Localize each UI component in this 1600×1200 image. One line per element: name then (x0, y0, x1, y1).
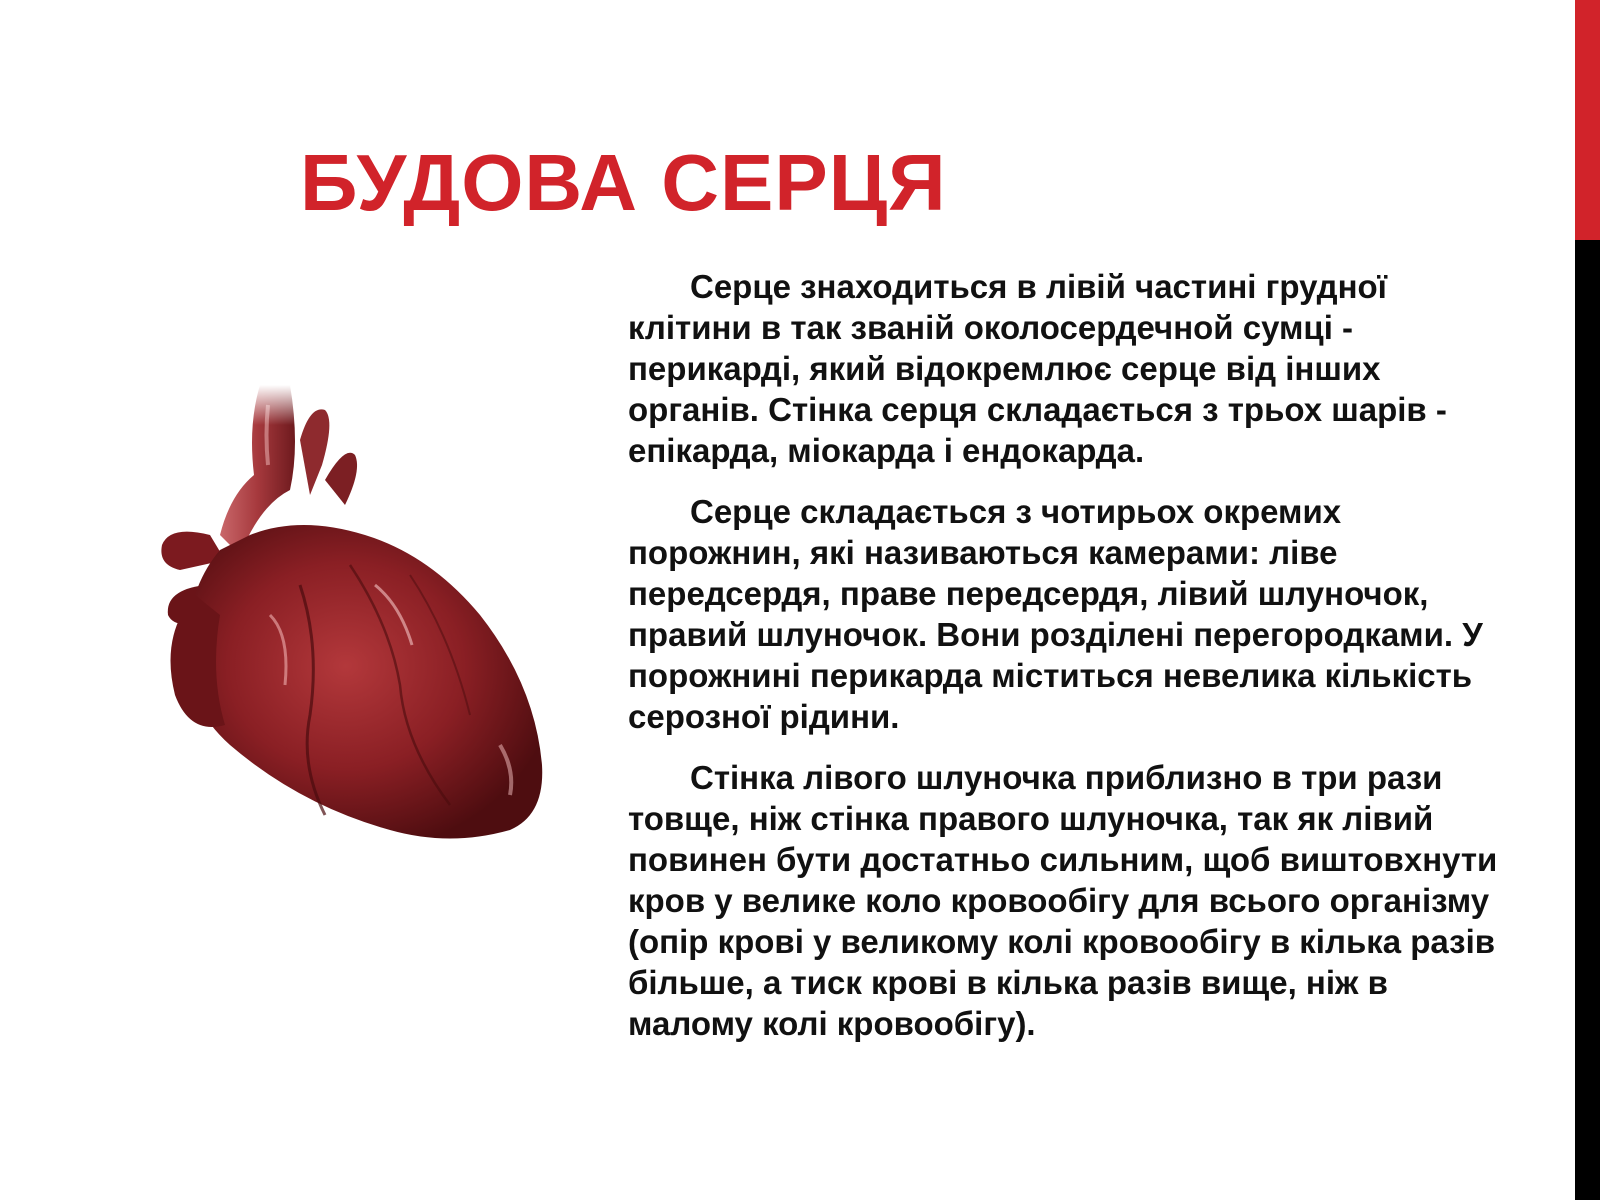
paragraph-3: Стінка лівого шлуночка приблизно в три рази товще, ніж стінка правого шлуночка, так як лівий повинен бути достатньо сильним, щоб виштовхнути кров у велике коло кровообігу для всього організму (опір крові у великому колі кровообігу в кілька разів більше, а тиск крові в кілька разів вище, ніж в малому колі кровообігу). (628, 759, 1498, 1042)
side-accent-bar-red (1575, 0, 1600, 240)
heart-illustration (150, 385, 570, 855)
paragraph-1: Серце знаходиться в лівій частині грудної клітини в так званій околосердечной сумці - перикарді, який відокремлює серце від інших органів. Стінка серця складається з трьох шарів - епікарда, міокарда і ендокарда. (628, 268, 1447, 469)
paragraph-2: Серце складається з чотирьох окремих порожнин, які називаються камерами: ліве передсердя, праве передсердя, лівий шлуночок, правий шлуночок. Вони розділені перегородками. У порожнині перикарда міститься невелика кількість серозної рідини. (628, 493, 1483, 735)
slide-title: БУДОВА СЕРЦЯ (300, 138, 947, 227)
side-accent-bar-black (1575, 240, 1600, 1200)
text-body (628, 266, 1508, 1064)
